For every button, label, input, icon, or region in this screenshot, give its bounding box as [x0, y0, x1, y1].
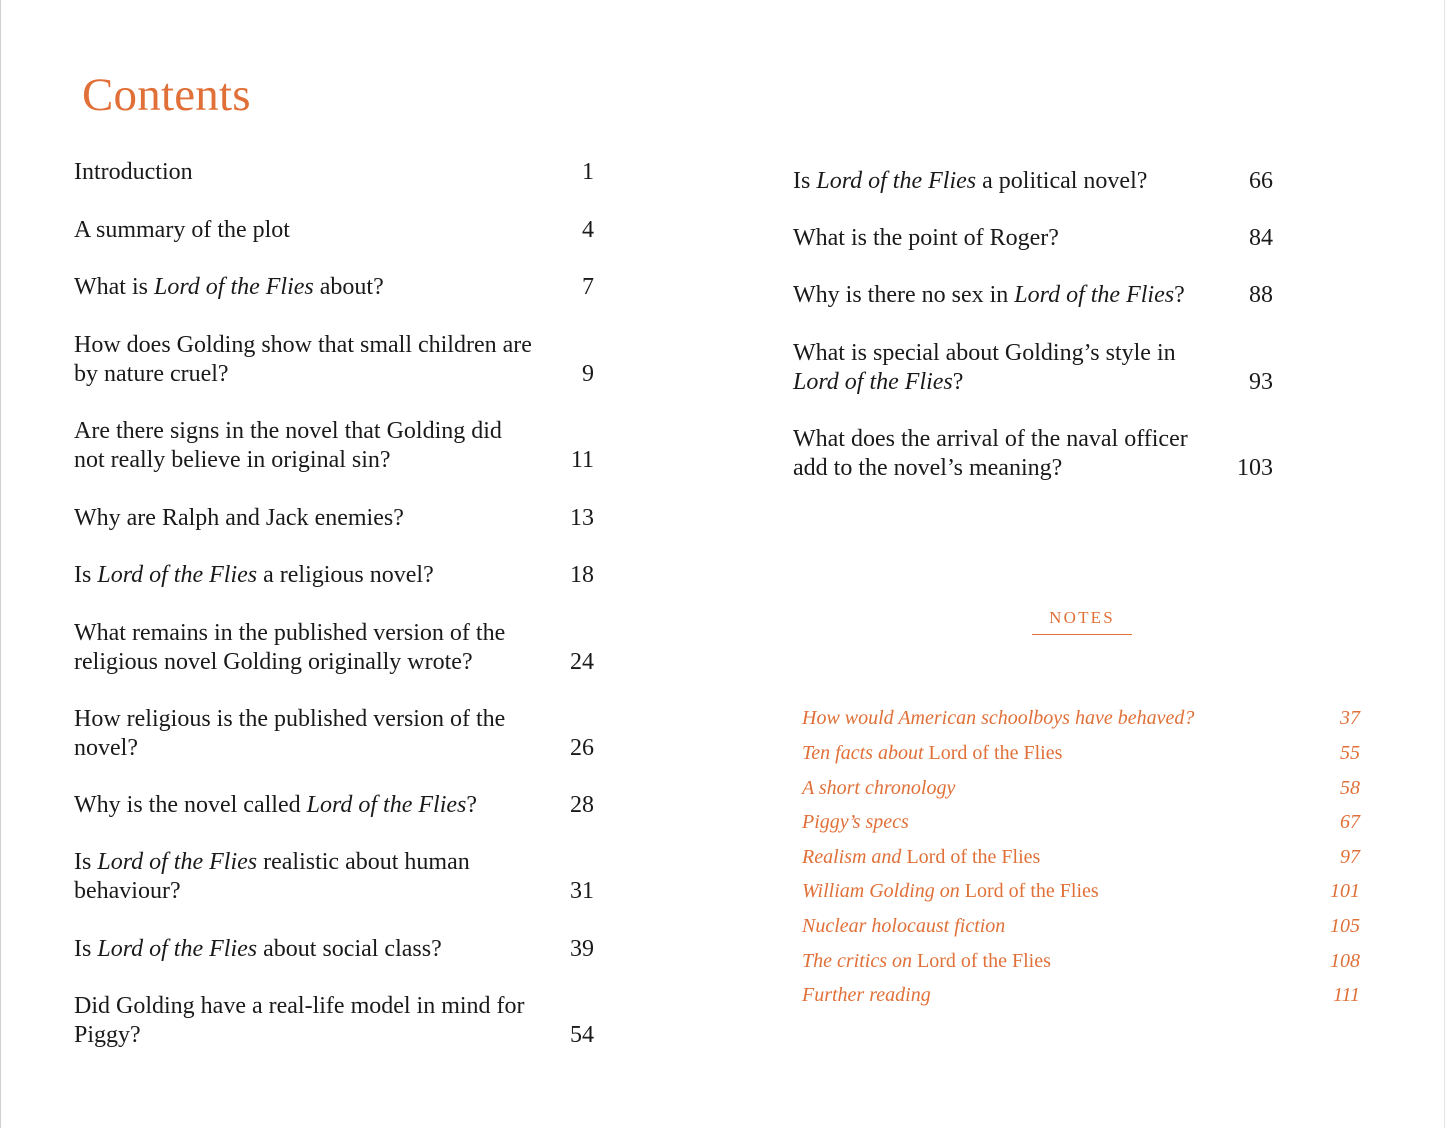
toc-entry-about[interactable]: [74, 273, 616, 302]
toc-entry-title: What is the point of Roger?: [793, 225, 1059, 251]
toc-entry-religious-novel[interactable]: [74, 561, 616, 590]
toc-entry-page: 54: [570, 1022, 594, 1048]
toc-entry-page: 11: [570, 447, 594, 473]
toc-entry-title: What is special about Golding’s style in Lord of the Flies?: [793, 340, 1176, 395]
toc-entry-title: Why are Ralph and Jack enemies?: [74, 505, 404, 531]
note-page: 55: [1340, 742, 1360, 764]
toc-entry-page: 18: [570, 562, 594, 588]
toc-entry-page: 84: [1249, 225, 1273, 251]
toc-entry-page: 1: [582, 159, 594, 185]
note-title: Further reading: [802, 984, 931, 1006]
note-golding-on[interactable]: [802, 878, 1360, 904]
toc-entry-title: How religious is the published version of the novel?: [74, 706, 506, 761]
toc-entry-why-called[interactable]: [74, 791, 616, 820]
note-page: 101: [1330, 880, 1360, 902]
toc-entry-page: 88: [1249, 282, 1273, 308]
note-page: 108: [1330, 950, 1360, 972]
toc-entry-title: Why is the novel called Lord of the Flies?: [74, 792, 478, 818]
toc-entry-social-class[interactable]: [74, 935, 616, 964]
note-piggys-specs[interactable]: [802, 809, 1360, 835]
toc-entry-title: A summary of the plot: [74, 217, 290, 243]
toc-entry-title: Is Lord of the Flies a religious novel?: [74, 562, 434, 588]
note-realism[interactable]: [802, 844, 1360, 870]
toc-entry-title: What is Lord of the Flies about?: [74, 274, 384, 300]
toc-entry-realistic[interactable]: [74, 848, 616, 906]
toc-entry-page: 39: [570, 936, 594, 962]
note-nuclear-holocaust[interactable]: [802, 913, 1360, 939]
toc-entry-style[interactable]: [793, 339, 1333, 397]
toc-entry-how-religious[interactable]: [74, 705, 616, 763]
toc-entry-summary[interactable]: [74, 216, 616, 245]
note-critics[interactable]: [802, 948, 1360, 974]
note-title: The critics on Lord of the Flies: [802, 950, 1051, 972]
toc-entry-introduction[interactable]: [74, 158, 616, 187]
note-ten-facts[interactable]: [802, 740, 1360, 766]
notes-heading: NOTES: [1032, 608, 1132, 635]
page-edge-left: [0, 0, 1, 1128]
toc-entry-naval-officer[interactable]: [793, 425, 1333, 483]
note-title: Nuclear holocaust fiction: [802, 915, 1006, 937]
toc-entry-title: What does the arrival of the naval officer add to the novel’s meaning?: [793, 426, 1188, 481]
toc-entry-page: 28: [570, 792, 594, 818]
note-page: 111: [1332, 984, 1360, 1006]
toc-entry-no-sex[interactable]: [793, 281, 1333, 310]
note-american-schoolboys[interactable]: [802, 705, 1360, 731]
note-title: Piggy’s specs: [802, 811, 909, 833]
toc-entry-title: What remains in the published version of the religious novel Golding originally wrote?: [74, 620, 506, 675]
toc-entry-cruel[interactable]: [74, 331, 616, 389]
toc-entry-title: Why is there no sex in Lord of the Flies?: [793, 282, 1185, 308]
page-title: Contents: [82, 69, 251, 121]
note-further-reading[interactable]: [802, 982, 1360, 1008]
toc-entry-page: 24: [570, 649, 594, 675]
toc-entry-piggy-model[interactable]: [74, 992, 616, 1050]
toc-entry-title: Introduction: [74, 159, 193, 185]
toc-entry-title: Is Lord of the Flies a political novel?: [793, 168, 1148, 194]
toc-entry-title: Is Lord of the Flies about social class?: [74, 936, 442, 962]
note-page: 97: [1340, 846, 1360, 868]
toc-entry-page: 31: [570, 878, 594, 904]
note-page: 58: [1340, 777, 1360, 799]
note-title: Ten facts about Lord of the Flies: [802, 742, 1063, 764]
note-title: How would American schoolboys have behaved?: [802, 707, 1195, 729]
toc-entry-page: 7: [582, 274, 594, 300]
toc-entry-page: 9: [582, 361, 594, 387]
note-chronology[interactable]: [802, 775, 1360, 801]
toc-entry-page: 66: [1249, 168, 1273, 194]
toc-entry-title: Did Golding have a real-life model in mind for Piggy?: [74, 993, 525, 1048]
toc-entry-enemies[interactable]: [74, 504, 616, 533]
note-page: 67: [1340, 811, 1360, 833]
toc-entry-page: 93: [1249, 369, 1273, 395]
note-title: Realism and Lord of the Flies: [802, 846, 1041, 868]
toc-entry-page: 4: [582, 217, 594, 243]
note-title: William Golding on Lord of the Flies: [802, 880, 1099, 902]
toc-entry-political-novel[interactable]: [793, 167, 1333, 196]
note-page: 37: [1340, 707, 1360, 729]
toc-entry-title: Is Lord of the Flies realistic about human behaviour?: [74, 849, 470, 904]
toc-entry-title: Are there signs in the novel that Golding did not really believe in original sin?: [74, 418, 502, 473]
toc-entry-page: 103: [1237, 455, 1273, 481]
toc-entry-page: 13: [570, 505, 594, 531]
toc-entry-page: 26: [570, 735, 594, 761]
toc-entry-roger[interactable]: [793, 224, 1333, 253]
note-page: 105: [1330, 915, 1360, 937]
toc-entry-title: How does Golding show that small children are by nature cruel?: [74, 332, 532, 387]
toc-entry-what-remains[interactable]: [74, 619, 616, 677]
note-title: A short chronology: [802, 777, 956, 799]
toc-entry-original-sin[interactable]: [74, 417, 616, 475]
